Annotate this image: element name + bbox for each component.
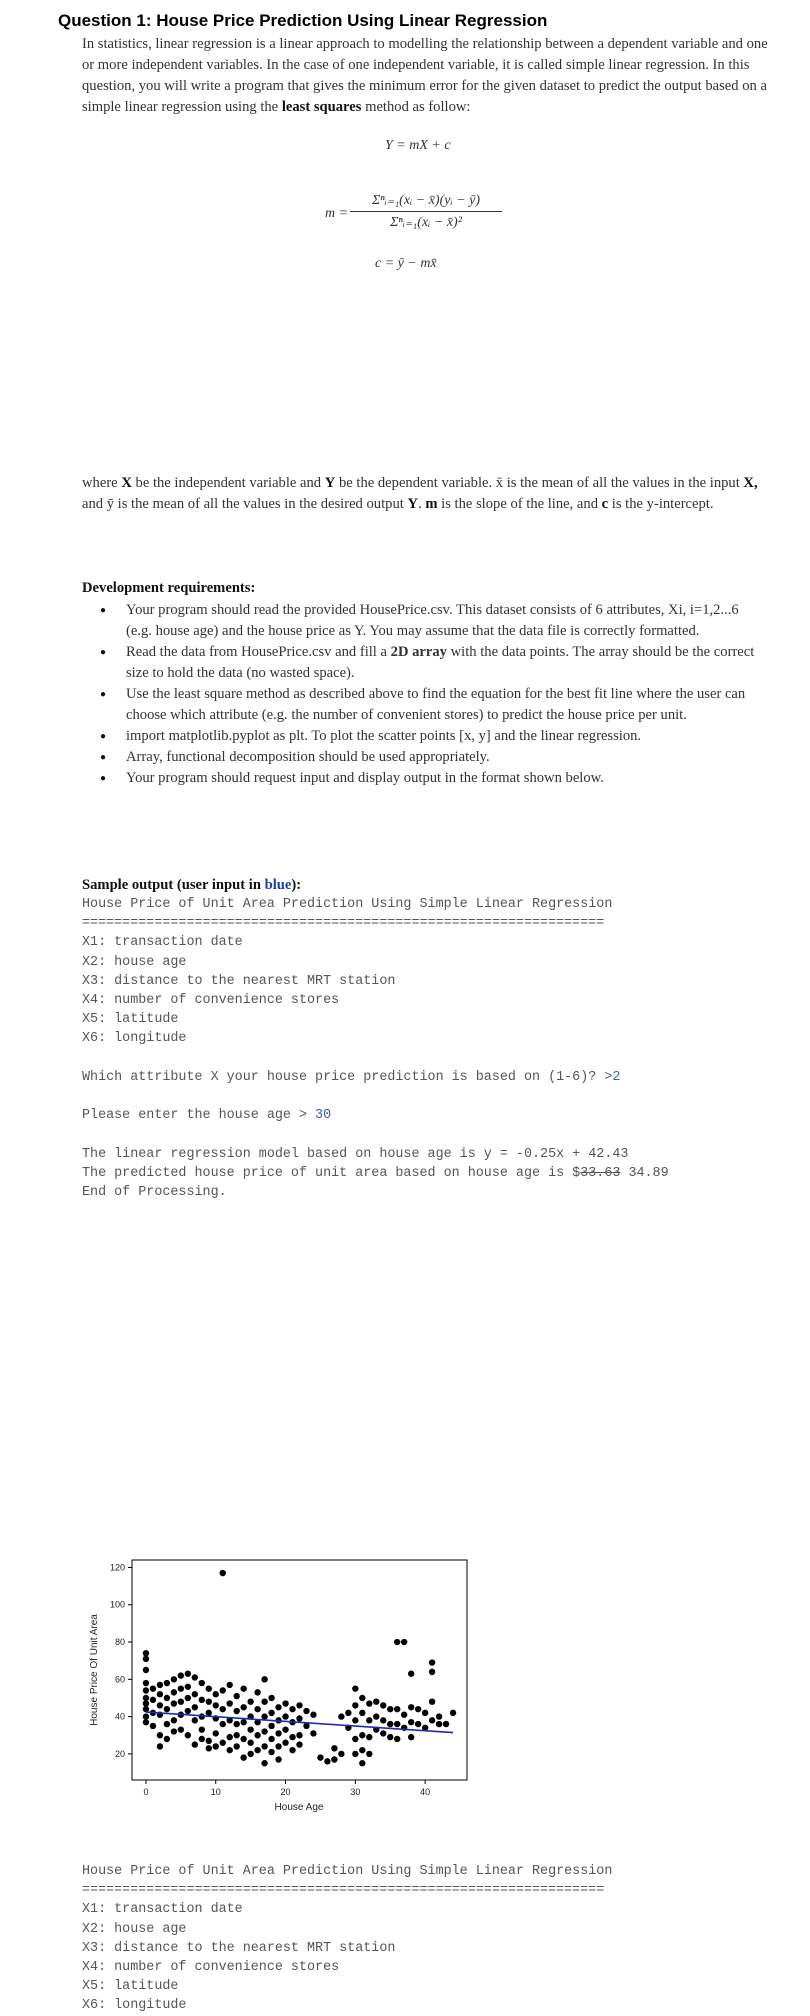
console-attr-line: X6: longitude: [82, 1031, 187, 1047]
data-point: [185, 1732, 191, 1738]
data-point: [185, 1695, 191, 1701]
data-point: [366, 1700, 372, 1706]
requirement-item: ● import matplotlib.pyplot as plt. To plot the scatter points [x, y] and the linear regression.: [126, 726, 766, 747]
data-point: [352, 1717, 358, 1723]
data-point: [289, 1747, 295, 1753]
data-point: [143, 1650, 149, 1656]
user-input-attribute: >2: [604, 1069, 621, 1085]
console-separator: =================================================================: [82, 916, 605, 932]
console-attr-line: X1: transaction date: [82, 935, 243, 951]
data-point: [429, 1669, 435, 1675]
data-point: [164, 1721, 170, 1727]
data-point: [268, 1736, 274, 1742]
data-point: [373, 1713, 379, 1719]
data-point: [261, 1743, 267, 1749]
data-point: [303, 1708, 309, 1714]
data-point: [352, 1736, 358, 1742]
data-point: [366, 1717, 372, 1723]
data-point: [352, 1751, 358, 1757]
data-point: [220, 1570, 226, 1576]
data-point: [352, 1702, 358, 1708]
console-header: House Price of Unit Area Prediction Using Simple Linear Regression: [82, 897, 613, 912]
console-header: House Price of Unit Area Prediction Using Simple Linear Regression: [82, 1864, 613, 1879]
data-point: [143, 1695, 149, 1701]
y-tick-label: 80: [114, 1637, 125, 1648]
console-result-model: The linear regression model based on house age is y = -0.25x + 42.43: [82, 1146, 629, 1162]
data-point: [150, 1723, 156, 1729]
data-point: [268, 1710, 274, 1716]
console-result-prediction: The predicted house price of unit area based on house age is $33.63 34.89: [82, 1165, 669, 1181]
data-point: [227, 1700, 233, 1706]
data-point: [157, 1691, 163, 1697]
data-point: [366, 1734, 372, 1740]
data-point: [408, 1719, 414, 1725]
data-point: [233, 1721, 239, 1727]
data-point: [394, 1706, 400, 1712]
data-point: [143, 1706, 149, 1712]
data-point: [436, 1713, 442, 1719]
data-point: [206, 1698, 212, 1704]
data-point: [192, 1704, 198, 1710]
data-point: [233, 1693, 239, 1699]
formula-m-numerator: Σⁿᵢ₌₁(xᵢ − x̄)(yᵢ − ȳ): [350, 192, 502, 212]
data-point: [254, 1689, 260, 1695]
console-attr-line: X5: latitude: [82, 1979, 179, 1995]
data-point: [268, 1695, 274, 1701]
data-point: [213, 1743, 219, 1749]
console-separator: =================================================================: [82, 1883, 605, 1899]
data-point: [247, 1726, 253, 1732]
data-point: [261, 1676, 267, 1682]
requirement-item: ● Read the data from HousePrice.csv and fill a 2D array with the data points. The array should be the correct size to hold the data (no wasted space).: [126, 642, 766, 684]
data-point: [331, 1745, 337, 1751]
data-point: [185, 1684, 191, 1690]
data-point: [213, 1702, 219, 1708]
requirement-item: ● Use the least square method as described above to find the equation for the best fit line where the user can choose which attribute (e.g. the number of convenient stores) to predict the house price per unit.: [126, 684, 766, 726]
console-attr-line: X1: transaction date: [82, 1902, 243, 1918]
data-point: [415, 1706, 421, 1712]
data-point: [296, 1715, 302, 1721]
data-point: [199, 1697, 205, 1703]
data-point: [268, 1723, 274, 1729]
data-point: [373, 1698, 379, 1704]
data-point: [185, 1708, 191, 1714]
data-point: [171, 1728, 177, 1734]
data-point: [254, 1732, 260, 1738]
data-point: [366, 1751, 372, 1757]
data-point: [254, 1747, 260, 1753]
data-point: [436, 1721, 442, 1727]
console-attr-line: X2: house age: [82, 954, 187, 970]
data-point: [394, 1736, 400, 1742]
sample-output-console: [82, 895, 677, 1202]
data-point: [275, 1704, 281, 1710]
data-point: [261, 1713, 267, 1719]
data-point: [178, 1726, 184, 1732]
x-tick-label: 30: [350, 1787, 361, 1797]
data-point: [206, 1710, 212, 1716]
requirements-list: [126, 600, 766, 789]
y-tick-label: 40: [114, 1711, 125, 1722]
data-point: [213, 1691, 219, 1697]
data-point: [359, 1760, 365, 1766]
data-point: [213, 1730, 219, 1736]
data-point: [359, 1747, 365, 1753]
data-point: [143, 1656, 149, 1662]
data-point: [247, 1698, 253, 1704]
data-point: [206, 1745, 212, 1751]
data-point: [240, 1754, 246, 1760]
data-point: [429, 1717, 435, 1723]
data-point: [240, 1704, 246, 1710]
y-tick-label: 120: [109, 1562, 125, 1573]
data-point: [415, 1721, 421, 1727]
console-prompt-age: Please enter the house age > 30: [82, 1108, 332, 1124]
data-point: [178, 1685, 184, 1691]
data-point: [199, 1736, 205, 1742]
question-title: Question 1: House Price Prediction Using Linear Regression: [58, 11, 548, 30]
data-point: [157, 1702, 163, 1708]
data-point: [143, 1680, 149, 1686]
user-input-age: 30: [315, 1108, 332, 1124]
data-point: [233, 1708, 239, 1714]
formula-line: Y = mX + c: [385, 138, 451, 153]
data-point: [150, 1697, 156, 1703]
data-point: [143, 1667, 149, 1673]
data-point: [296, 1702, 302, 1708]
data-point: [275, 1730, 281, 1736]
data-point: [282, 1740, 288, 1746]
data-point: [310, 1712, 316, 1718]
data-point: [247, 1740, 253, 1746]
data-point: [220, 1706, 226, 1712]
sample-output-title: Sample output (user input in blue):: [82, 877, 302, 893]
data-point: [443, 1721, 449, 1727]
console-attr-line: X3: distance to the nearest MRT station: [82, 973, 396, 989]
data-point: [296, 1741, 302, 1747]
data-point: [401, 1639, 407, 1645]
data-point: [150, 1685, 156, 1691]
data-point: [268, 1749, 274, 1755]
requirement-item: ● Array, functional decomposition should be used appropriately.: [126, 747, 766, 768]
formula-m-denominator: Σⁿᵢ₌₁(xᵢ − x̄)²: [390, 215, 462, 230]
data-point: [192, 1741, 198, 1747]
data-point: [233, 1732, 239, 1738]
data-point: [408, 1671, 414, 1677]
data-point: [220, 1721, 226, 1727]
x-tick-label: 40: [420, 1787, 431, 1797]
data-point: [227, 1682, 233, 1688]
data-point: [227, 1734, 233, 1740]
data-point: [261, 1728, 267, 1734]
data-point: [206, 1738, 212, 1744]
data-point: [171, 1676, 177, 1682]
intro-paragraph: In statistics, linear regression is a linear approach to modelling the relationship between a dependent variable and one or more independent variables. In the case of one independent variable, it is called simple linear regression. In this question, you will write a program that gives the minimum error for the given dataset to predict the output based on a simple linear regression using the least squares method as follow:: [82, 36, 768, 115]
data-point: [408, 1704, 414, 1710]
data-point: [289, 1734, 295, 1740]
data-point: [387, 1721, 393, 1727]
data-point: [380, 1717, 386, 1723]
data-point: [429, 1659, 435, 1665]
console-attr-line: X4: number of convenience stores: [82, 1960, 340, 1976]
data-point: [352, 1685, 358, 1691]
x-tick-label: 0: [143, 1787, 149, 1797]
data-point: [164, 1736, 170, 1742]
y-tick-label: 20: [114, 1748, 125, 1759]
data-point: [275, 1756, 281, 1762]
data-point: [247, 1751, 253, 1757]
requirement-item: ● Your program should request input and display output in the format shown below.: [126, 768, 766, 789]
data-point: [143, 1687, 149, 1693]
data-point: [157, 1743, 163, 1749]
y-tick-label: 60: [114, 1674, 125, 1685]
x-tick-label: 10: [210, 1787, 221, 1797]
data-point: [282, 1726, 288, 1732]
console-prompt-attribute: Which attribute X your house price prediction is based on (1-6)? >2: [82, 1069, 621, 1085]
data-point: [296, 1732, 302, 1738]
data-point: [254, 1706, 260, 1712]
data-point: [240, 1685, 246, 1691]
data-point: [164, 1695, 170, 1701]
data-point: [317, 1754, 323, 1760]
data-point: [227, 1747, 233, 1753]
data-point: [422, 1710, 428, 1716]
data-point: [240, 1719, 246, 1725]
data-point: [178, 1698, 184, 1704]
requirement-item: ● Your program should read the provided HousePrice.csv. This dataset consists of 6 attributes, Xi, i=1,2...6 (e.g. house age) and the house price as Y. You may assume that the data file is correctly formatted.: [126, 600, 766, 642]
data-point: [359, 1732, 365, 1738]
data-point: [261, 1698, 267, 1704]
data-point: [157, 1682, 163, 1688]
console-attr-line: X4: number of convenience stores: [82, 993, 340, 1009]
x-tick-label: 20: [280, 1787, 291, 1797]
console-attr-line: X6: longitude: [82, 1998, 187, 2014]
data-point: [394, 1639, 400, 1645]
data-point: [240, 1736, 246, 1742]
data-point: [171, 1700, 177, 1706]
console-attr-line: X3: distance to the nearest MRT station: [82, 1940, 396, 1956]
data-point: [164, 1680, 170, 1686]
console-attr-line: X5: latitude: [82, 1012, 179, 1028]
data-point: [338, 1713, 344, 1719]
data-point: [324, 1758, 330, 1764]
data-point: [338, 1751, 344, 1757]
data-point: [233, 1743, 239, 1749]
data-point: [157, 1732, 163, 1738]
data-point: [192, 1674, 198, 1680]
data-point: [401, 1712, 407, 1718]
data-point: [178, 1672, 184, 1678]
data-point: [192, 1691, 198, 1697]
formula-m-label: m =: [325, 206, 349, 221]
data-point: [282, 1700, 288, 1706]
y-axis-label: House Price Of Unit Area: [89, 1614, 100, 1726]
data-point: [387, 1706, 393, 1712]
console-end: End of Processing.: [82, 1185, 227, 1201]
dev-requirements-title: Development requirements:: [82, 580, 256, 596]
data-point: [220, 1687, 226, 1693]
formula-m-fraction: [350, 192, 502, 231]
x-axis-label: House Age: [274, 1802, 324, 1813]
data-point: [143, 1719, 149, 1725]
data-point: [282, 1713, 288, 1719]
data-point: [408, 1734, 414, 1740]
data-point: [450, 1710, 456, 1716]
data-point: [171, 1689, 177, 1695]
data-point: [345, 1710, 351, 1716]
data-point: [359, 1695, 365, 1701]
data-point: [199, 1680, 205, 1686]
data-point: [289, 1706, 295, 1712]
data-point: [380, 1702, 386, 1708]
sample-output-console-2: [82, 1862, 677, 2016]
data-point: [143, 1700, 149, 1706]
data-point: [310, 1730, 316, 1736]
data-point: [206, 1685, 212, 1691]
data-point: [380, 1730, 386, 1736]
data-point: [199, 1726, 205, 1732]
data-point: [261, 1760, 267, 1766]
data-point: [143, 1713, 149, 1719]
scatter-chart: [89, 1555, 475, 1815]
formula-c: c = ȳ − mx̄: [375, 256, 437, 271]
data-point: [171, 1717, 177, 1723]
data-point: [164, 1706, 170, 1712]
console-attr-line: X2: house age: [82, 1921, 187, 1937]
y-tick-label: 100: [109, 1599, 125, 1610]
data-point: [429, 1698, 435, 1704]
data-point: [331, 1756, 337, 1762]
data-point: [387, 1734, 393, 1740]
data-point: [275, 1743, 281, 1749]
data-point: [359, 1710, 365, 1716]
data-point: [185, 1671, 191, 1677]
where-paragraph: where X be the independent variable and Y be the dependent variable. x̄ is the mean of all the values in the input X, and ȳ is the mean of all the values in the desired output Y. m is the slope of the line, and c is the y-intercept.: [82, 475, 758, 512]
data-point: [394, 1721, 400, 1727]
data-point: [192, 1717, 198, 1723]
data-point: [220, 1740, 226, 1746]
